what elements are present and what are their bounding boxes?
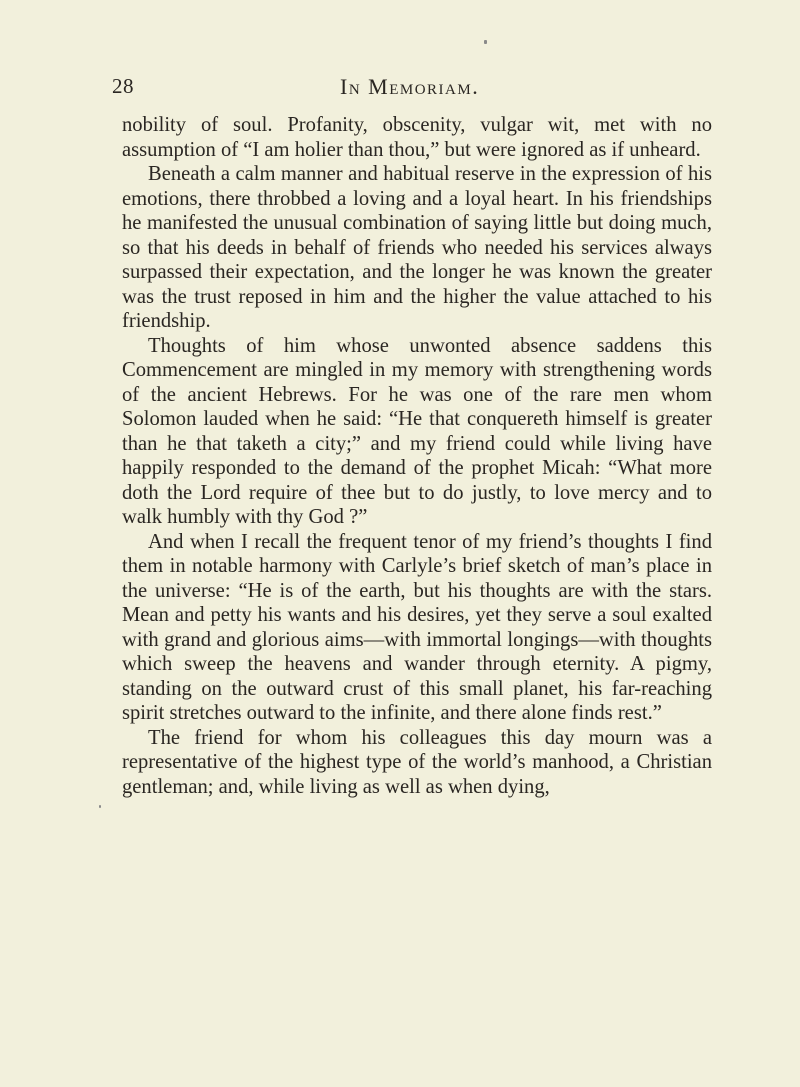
- page-speck-mark: [99, 805, 101, 808]
- page-header: [112, 74, 712, 104]
- paragraph: Thoughts of him whose unwonted absence saddens this Commencement are mingled in my memory with strengthening words of the ancient Hebrews. For he was one of the rare men whom Solomon lauded when he said: “He that conquereth himself is greater than he that taketh a city;” and my friend could while living have happily responded to the demand of the prophet Micah: “What more doth the Lord require of thee but to do justly, to love mercy and to walk humbly with thy God ?”: [122, 334, 712, 528]
- paragraph: nobility of soul. Profanity, obscenity, vulgar wit, met with no assumption of “I am holier than thou,” but were ignored as if unheard.: [122, 114, 712, 161]
- body-text: [122, 113, 712, 799]
- paragraph: And when I recall the frequent tenor of my friend’s thoughts I find them in notable harmony with Carlyle’s brief sketch of man’s place in the universe: “He is of the earth, but his thoughts are with the stars. Mean and petty his wants and his desires, yet they serve a soul exalted with grand and glorious aims—with immortal longings—with thoughts which sweep the heavens and wander through eternity. A pigmy, standing on the outward crust of this small planet, his far-reaching spirit stretches outward to the infinite, and there alone finds rest.”: [122, 530, 712, 724]
- paragraph: The friend for whom his colleagues this day mourn was a representative of the highest type of the world’s manhood, a Christian gentleman; and, while living as well as when dying,: [122, 726, 712, 798]
- paragraph: Beneath a calm manner and habitual reserve in the expression of his emotions, there throbbed a loving and a loyal heart. In his friendships he manifested the unusual combination of saying little but doing much, so that his deeds in behalf of friends who needed his services always surpassed their expectation, and the longer he was known the greater was the trust reposed in him and the higher the value attached to his friendship.: [122, 163, 712, 332]
- running-title: In Memoriam.: [340, 74, 480, 99]
- page-number: 28: [112, 74, 134, 98]
- page-speck-mark: [484, 40, 487, 44]
